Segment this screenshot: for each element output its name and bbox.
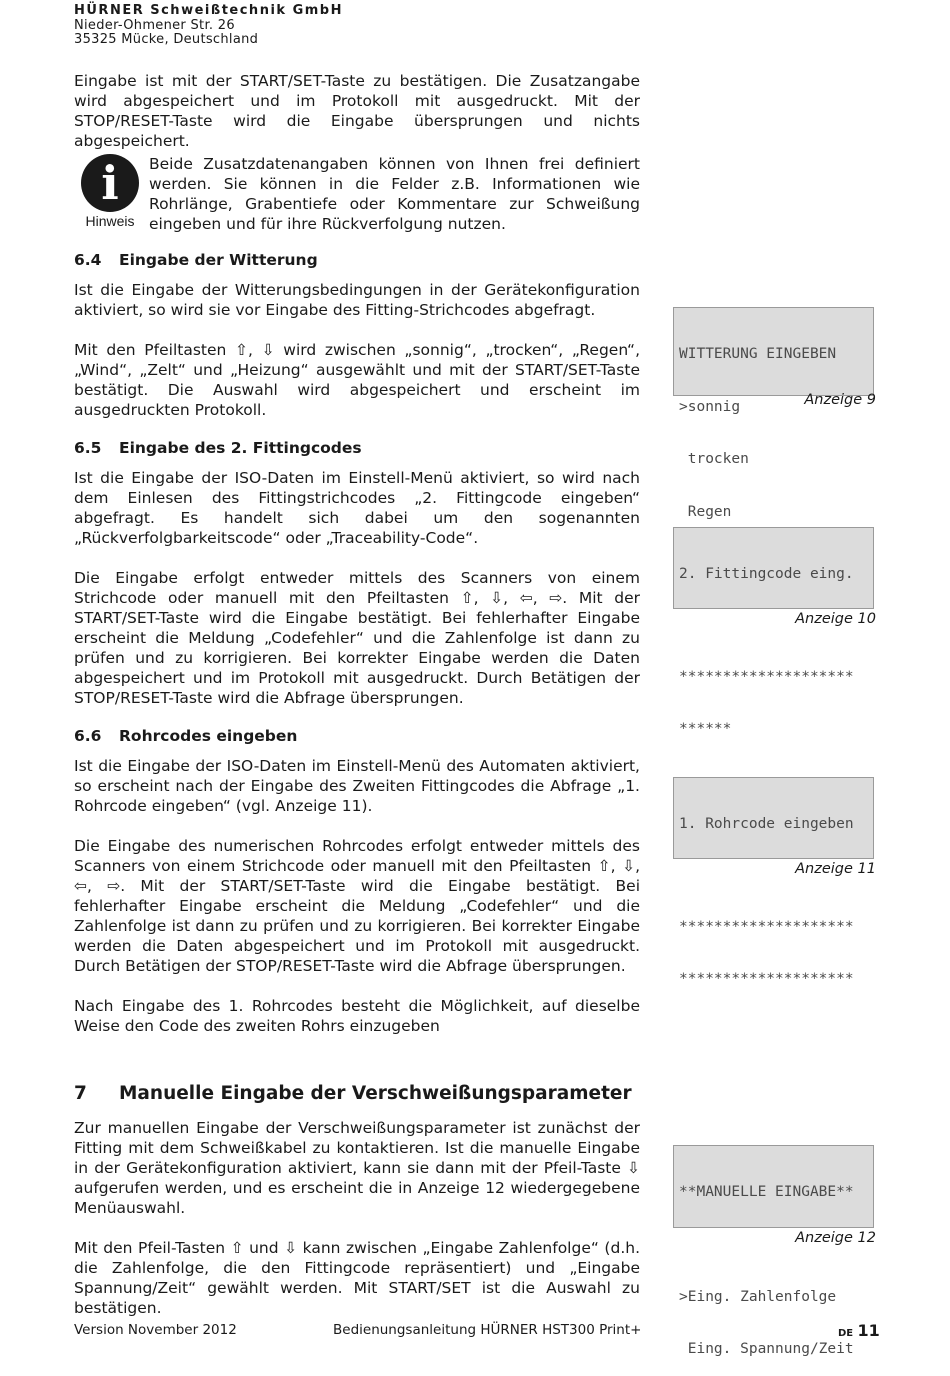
section-heading-6-4 (74, 250, 640, 270)
display-line: 1. Rohrcode eingeben (679, 816, 854, 832)
paragraph: Ist die Eingabe der ISO-Daten im Einstell-Menü aktiviert, so wird nach dem Einlesen des Fittingstrichcodes „2. Fittingcode eingeben“ abgefragt. Es handelt sich dabei um den sogenannten „Rückverfolgbarkeitscode“ oder „Traceability-Code“. (74, 469, 640, 547)
display-caption: Anzeige 10 (795, 611, 876, 627)
info-letter: i (101, 156, 119, 210)
company-street: Nieder-Ohmener Str. 26 (74, 17, 235, 33)
display-line: WITTERUNG EINGEBEN (679, 346, 837, 362)
paragraph: Ist die Eingabe der Witterungsbedingungen in der Gerätekonfiguration aktiviert, so wird sie vor Eingabe des Fitting-Strichcodes abgefragt. (74, 281, 640, 319)
intro-paragraph: Eingabe ist mit der START/SET-Taste zu bestätigen. Die Zusatzangabe wird abgespeichert und im Protokoll mit ausgedruckt. Mit der STOP/RESET-Taste wird die Eingabe übersprungen und nichts abgespeichert. (74, 72, 640, 150)
display-line: **MANUELLE EINGABE** (679, 1184, 854, 1200)
display-caption: Anzeige 9 (804, 392, 876, 408)
display-line: 2. Fittingcode eing. (679, 566, 854, 582)
section-number: 6.4 (74, 251, 102, 269)
display-line: ******************** (679, 971, 854, 987)
chapter-heading-7 (74, 1082, 640, 1106)
display-line: Eing. Spannung/Zeit (679, 1341, 854, 1357)
section-heading-6-6 (74, 726, 640, 746)
company-city: 35325 Mücke, Deutschland (74, 32, 259, 47)
chapter-title: Manuelle Eingabe der Verschweißungsparameter (119, 1083, 632, 1104)
footer-page (838, 1321, 880, 1340)
section-heading-6-5 (74, 438, 640, 458)
section-number: 6.5 (74, 439, 102, 457)
note-text: Beide Zusatzdatenangaben können von Ihnen frei definiert werden. Sie können in die Felder z.B. Informationen wie Rohrlänge, Grabentiefe oder Kommentare zur Schweißung eingeben und für ihre Rückverfolgung nutzen. (149, 155, 640, 233)
section-title: Eingabe der Witterung (119, 251, 318, 269)
footer-manual-title: Bedienungsanleitung HÜRNER HST300 Print+ (333, 1322, 642, 1338)
display-caption: Anzeige 12 (795, 1230, 876, 1246)
paragraph: Nach Eingabe des 1. Rohrcodes besteht die Möglichkeit, auf dieselbe Weise den Code des zweiten Rohrs einzugeben (74, 997, 640, 1035)
display-caption: Anzeige 11 (795, 861, 876, 877)
display-line: >Eing. Zahlenfolge (679, 1288, 837, 1305)
paragraph: Die Eingabe erfolgt entweder mittels des Scanners von einem Strichcode oder manuell mit den Pfeiltasten ⇧, ⇩, ⇦, ⇨. Mit der START/SET-Taste wird die Eingabe bestätigt. Bei fehlerhafter Eingabe erscheint die Meldung „Codefehler“ und die Zahlenfolge ist dann zu prüfen und zu korrigieren. Bei korrekter Eingabe werden die Daten abgespeichert und im Protokoll mit ausgedruckt. Durch Betätigen der STOP/RESET-Taste wird die Abfrage übersprungen. (74, 569, 640, 707)
paragraph: Zur manuellen Eingabe der Verschweißungsparameter ist zunächst der Fitting mit dem Schweißkabel zu kontaktieren. Ist die manuelle Eingabe in der Gerätekonfiguration aktiviert, kann sie dann mit der Pfeil-Taste ⇩ aufgerufen werden, und es erscheint die in Anzeige 12 wiedergegebene Menüauswahl. (74, 1119, 640, 1217)
display-line: ******************** (679, 668, 854, 685)
paragraph: Die Eingabe des numerischen Rohrcodes erfolgt entweder mittels des Scanners von einem Strichcode oder manuell mit den Pfeiltasten ⇧, ⇩, ⇦, ⇨. Mit der START/SET-Taste wird die Eingabe bestätigt. Bei fehlerhafter Eingabe erscheint die Meldung „Codefehler“ und die Zahlenfolge ist dann zu prüfen und zu korrigieren. Bei korrekter Eingabe werden die Daten abgespeichert und im Protokoll mit ausgedruckt. Durch Betätigen der STOP/RESET-Taste wird die Abfrage übersprungen. (74, 837, 640, 975)
display-line: ******************** (679, 918, 854, 935)
paragraph: Ist die Eingabe der ISO-Daten im Einstell-Menü des Automaten aktiviert, so erscheint nach der Eingabe des Zweiten Fittingcodes die Abfrage „1. Rohrcode eingeben“ (vgl. Anzeige 11). (74, 757, 640, 815)
section-title: Rohrcodes eingeben (119, 727, 298, 745)
footer-version: Version November 2012 (74, 1322, 237, 1338)
footer-language: DE (838, 1328, 854, 1339)
display-line: trocken (679, 451, 749, 467)
company-name: HÜRNER Schweißtechnik GmbH (74, 3, 343, 18)
page-header (74, 4, 343, 48)
display-line: >sonnig (679, 398, 741, 415)
info-icon (80, 154, 140, 229)
display-line: ****** (679, 721, 732, 737)
section-number: 6.6 (74, 727, 102, 745)
paragraph: Mit den Pfeiltasten ⇧, ⇩ wird zwischen „sonnig“, „trocken“, „Regen“, „Wind“, „Zelt“ und „Heizung“ ausgewählt und mit der START/SET-Taste bestätigt. Die Auswahl wird abgespeichert und erscheint im ausgedruckten Protokoll. (74, 341, 640, 419)
note-label: Hinweis (85, 213, 135, 229)
page-number: 11 (857, 1321, 880, 1340)
paragraph: Mit den Pfeil-Tasten ⇧ und ⇩ kann zwischen „Eingabe Zahlenfolge“ (d.h. die Zahlenfolge, die den Fittingcode repräsentiert) und „Eingabe Spannung/Zeit“ gewählt werden. Mit START/SET ist die Auswahl zu bestätigen. (74, 1239, 640, 1317)
display-line: Regen (679, 503, 732, 520)
section-title: Eingabe des 2. Fittingcodes (119, 439, 362, 457)
chapter-number: 7 (74, 1083, 87, 1104)
